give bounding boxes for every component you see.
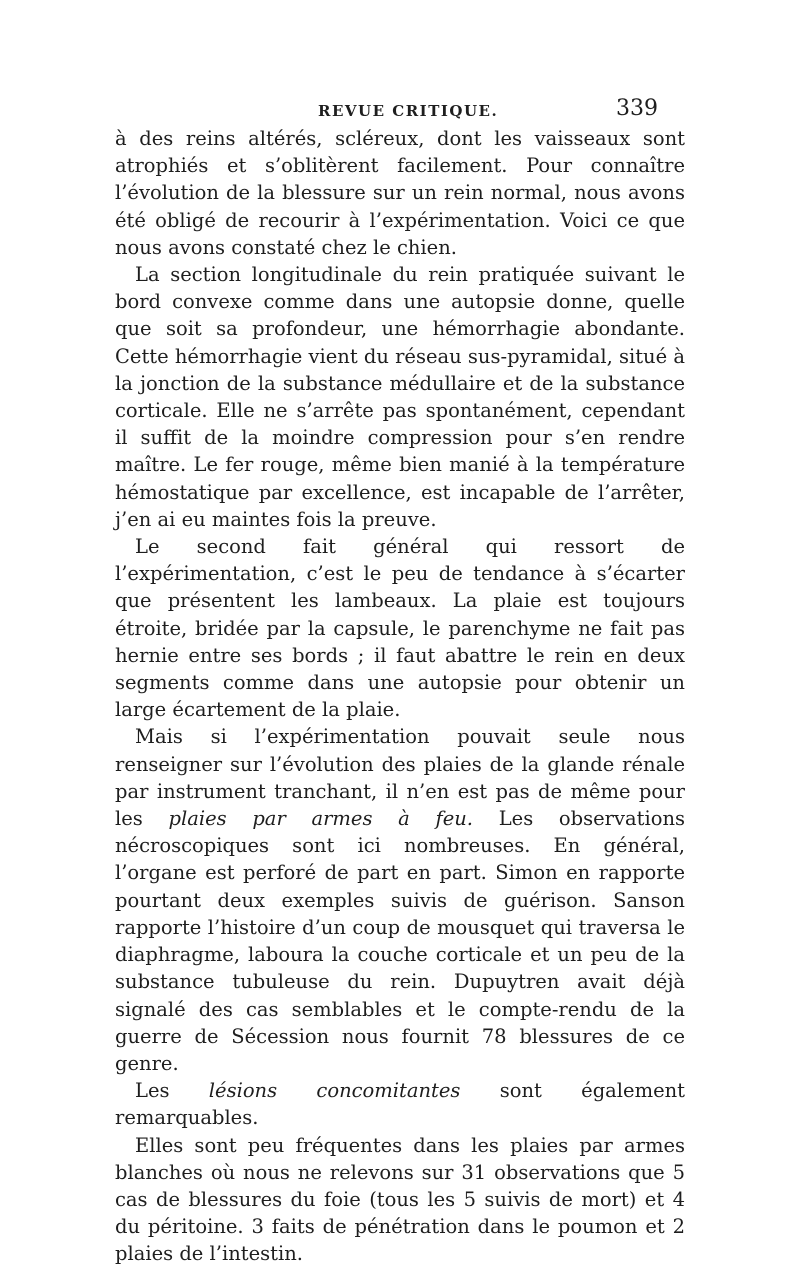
paragraph-4 — [115, 723, 685, 1077]
paragraph-4-italic: plaies par armes à feu. — [168, 807, 473, 831]
paragraph-5-text: Les — [135, 1079, 209, 1103]
paragraph-6: Elles sont peu fréquentes dans les plaies par armes blanches où nous ne relevons sur 31 observations que 5 cas de blessures du foie (tous les 5 suivis de mort) et 4 du péritoine. 3 faits de pénétration dans le poumon et 2 plaies de l’intestin. — [115, 1133, 685, 1266]
running-title: REVUE CRITIQUE. — [318, 102, 499, 120]
body-text — [115, 125, 685, 1268]
paragraph-1: à des reins altérés, scléreux, dont les vaisseaux sont atrophiés et s’oblitèrent facilement. Pour connaître l’évolution de la blessure sur un rein normal, nous avons été obligé de recourir à l’expérimentation. Voici ce que nous avons constaté chez le chien. — [115, 127, 685, 259]
paragraph-4-text-end: Les observations nécroscopiques sont ici nombreuses. En général, l’organe est perforé de part en part. Simon en rapporte pourtant deux exemples suivis de guérison. Sanson rapporte l’histoire d’un coup de mousquet qui traversa le diaphragme, laboura la couche corticale et un peu de la substance tubuleuse du rein. Dupuytren avait déjà signalé des cas semblables et le compte-rendu de la guerre de Sécession nous fournit 78 blessures de ce genre. — [115, 807, 686, 1075]
running-head — [0, 96, 800, 126]
page-number: 339 — [616, 96, 658, 121]
paragraph-5-italic: lésions concomitantes — [208, 1079, 461, 1103]
paragraph-5 — [115, 1077, 685, 1131]
paragraph-3: Le second fait général qui ressort de l’expérimentation, c’est le peu de tendance à s’écarter que présentent les lambeaux. La plaie est toujours étroite, bridée par la capsule, le parenchyme ne fait pas hernie entre ses bords ; il faut abattre le rein en deux segments comme dans une autopsie pour obtenir un large écartement de la plaie. — [115, 535, 685, 722]
paragraph-2: La section longitudinale du rein pratiquée suivant le bord convexe comme dans une autopsie donne, quelle que soit sa profondeur, une hémorrhagie abondante. Cette hémorrhagie vient du réseau sus-pyramidal, situé à la jonction de la substance médullaire et de la substance corticale. Elle ne s’arrête pas spontanément, cependant il suffit de la moindre compression pour s’en rendre maître. Le fer rouge, même bien manié à la température hémostatique par excellence, est incapable de l’arrêter, j’en ai eu maintes fois la preuve. — [115, 263, 685, 531]
paragraph-5-text-end: sont également remarquables. — [115, 1079, 686, 1130]
paragraph-4-text: Mais si l’expérimentation pouvait seule nous renseigner sur l’évolution des plaies de la glande rénale par instrument tranchant, il n’en est pas de même pour les — [115, 725, 685, 831]
